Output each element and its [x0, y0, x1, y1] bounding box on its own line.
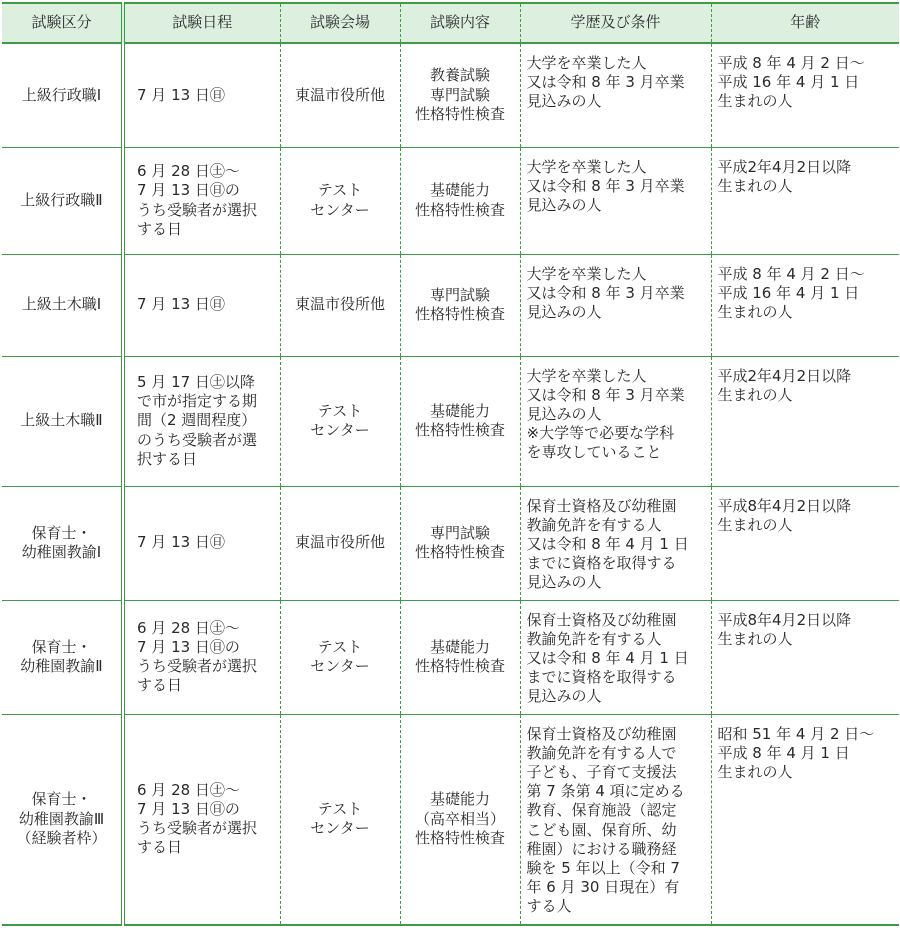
cell-line: テスト: [317, 637, 363, 656]
content-cell: [400, 356, 520, 486]
cell-line: （高卒相当）: [414, 809, 505, 828]
cell-line: 平成 16 年 4 月 1 日: [717, 283, 860, 302]
content-cell: [400, 147, 520, 254]
cell-line: 7 月 13 日㊐: [137, 85, 225, 104]
venue-cell: [280, 254, 400, 356]
cell-line: テスト: [317, 181, 363, 200]
table-row: [2, 43, 899, 147]
cell-line: 平成 8 年 4 月 2 日～: [717, 264, 865, 283]
schedule-cell: [123, 254, 280, 356]
cell-line: する日: [137, 219, 183, 238]
schedule-cell: [123, 486, 280, 600]
cell-line: 又は令和 8 年 3 月卒業: [526, 283, 685, 302]
cell-line: センター: [310, 819, 370, 838]
cell-line: 専門試験: [429, 285, 490, 304]
content-cell: [400, 486, 520, 600]
age-cell: [711, 43, 899, 147]
cell-line: 第 7 条第 4 項に定める: [526, 782, 685, 801]
schedule-cell: [123, 356, 280, 486]
cell-line: 専門試験: [429, 523, 490, 542]
cell-line: 生まれの人: [717, 629, 793, 648]
header-schedule: 試験日程: [123, 3, 280, 43]
cell-line: 見込みの人: [526, 687, 602, 706]
cell-line: センター: [310, 200, 370, 219]
cell-line: 大学を卒業した人: [526, 366, 647, 385]
cell-line: 幼稚園教諭Ⅲ: [18, 809, 105, 828]
conditions-cell: [520, 43, 711, 147]
conditions-cell: [520, 254, 711, 356]
cell-line: 保育士・: [31, 523, 92, 542]
cell-line: 性格特性検査: [414, 828, 505, 847]
cell-line: 昭和 51 年 4 月 2 日～: [717, 724, 875, 743]
header-conditions: 学歴及び条件: [520, 3, 711, 43]
category-cell: [2, 254, 123, 356]
cell-line: 上級行政職Ⅱ: [20, 190, 103, 209]
venue-cell: [280, 43, 400, 147]
cell-line: 性格特性検査: [414, 200, 505, 219]
cell-line: 生まれの人: [717, 385, 793, 404]
cell-line: 6 月 28 日㊏～: [137, 618, 240, 637]
cell-line: 7 月 13 日㊐: [137, 295, 225, 314]
schedule-cell: [123, 43, 280, 147]
header-row: [2, 3, 899, 43]
category-cell: [2, 147, 123, 254]
cell-line: 験を 5 年以上（令和 7: [526, 858, 680, 877]
age-cell: [711, 254, 899, 356]
cell-line: 7 月 13 日㊐: [137, 533, 225, 552]
cell-line: 性格特性検査: [414, 104, 505, 123]
cell-line: 東温市役所他: [294, 295, 385, 314]
cell-line: 5 月 17 日㊏以降: [137, 372, 255, 391]
cell-line: センター: [310, 657, 370, 675]
cell-line: 択する日: [137, 449, 198, 468]
cell-line: 平成2年4月2日以降: [717, 157, 852, 176]
venue-cell: [280, 714, 400, 925]
cell-line: 教諭免許を有する人: [526, 629, 662, 648]
schedule-cell: [123, 600, 280, 714]
table-row: [2, 254, 899, 356]
cell-line: 上級土木職Ⅰ: [21, 295, 102, 314]
venue-cell: [280, 600, 400, 714]
cell-line: 見込みの人: [526, 404, 602, 423]
cell-line: 性格特性検査: [414, 305, 505, 323]
cell-line: 教諭免許を有する人で: [526, 743, 677, 762]
table-row: [2, 486, 899, 600]
cell-line: 又は令和 8 年 3 月卒業: [526, 73, 685, 92]
venue-cell: [280, 147, 400, 254]
cell-line: する日: [137, 676, 183, 695]
cell-line: 幼稚園教諭Ⅱ: [20, 657, 103, 675]
cell-line: 又は令和 8 年 3 月卒業: [526, 385, 685, 404]
cell-line: 上級行政職Ⅰ: [21, 85, 102, 104]
table-row: [2, 600, 899, 714]
header-category: 試験区分: [2, 3, 123, 43]
cell-line: 子ども、子育て支援法: [526, 762, 677, 781]
age-cell: [711, 486, 899, 600]
cell-line: （経験者枠）: [16, 828, 107, 847]
age-cell: [711, 147, 899, 254]
table-body: [2, 43, 899, 925]
header-age: 年齢: [711, 3, 899, 43]
cell-line: 平成8年4月2日以降: [717, 496, 852, 515]
category-cell: [2, 714, 123, 925]
cell-line: センター: [310, 421, 370, 439]
cell-line: 間（2 週間程度）: [137, 411, 257, 430]
cell-line: 保育士資格及び幼稚園: [526, 724, 677, 743]
cell-line: 基礎能力: [429, 181, 490, 200]
cell-line: 大学を卒業した人: [526, 157, 647, 176]
cell-line: 基礎能力: [429, 790, 490, 809]
conditions-cell: [520, 356, 711, 486]
cell-line: 上級土木職Ⅱ: [20, 411, 103, 430]
cell-line: 東温市役所他: [294, 533, 385, 552]
cell-line: 平成8年4月2日以降: [717, 610, 852, 629]
cell-line: 大学を卒業した人: [526, 264, 647, 283]
header-venue: 試験会場: [280, 3, 400, 43]
cell-line: 性格特性検査: [414, 543, 505, 561]
table-row: [2, 714, 899, 925]
cell-line: うち受験者が選択: [137, 200, 258, 219]
cell-line: 生まれの人: [717, 176, 793, 195]
cell-line: 専門試験: [429, 85, 490, 104]
exam-schedule-table: [2, 2, 899, 926]
venue-cell: [280, 486, 400, 600]
cell-line: 稚園）における職務経: [526, 839, 677, 858]
cell-line: 見込みの人: [526, 302, 602, 321]
category-cell: [2, 600, 123, 714]
schedule-cell: [123, 714, 280, 925]
cell-line: 見込みの人: [526, 195, 602, 214]
cell-line: 生まれの人: [717, 92, 793, 111]
category-cell: [2, 43, 123, 147]
cell-line: 保育士資格及び幼稚園: [526, 496, 677, 515]
cell-line: 生まれの人: [717, 302, 793, 321]
cell-line: 又は令和 8 年 3 月卒業: [526, 176, 685, 195]
venue-cell: [280, 356, 400, 486]
cell-line: 幼稚園教諭Ⅰ: [21, 543, 102, 561]
age-cell: [711, 356, 899, 486]
cell-line: 大学を卒業した人: [526, 54, 647, 72]
cell-line: 6 月 28 日㊏～: [137, 780, 240, 799]
schedule-cell: [123, 147, 280, 254]
table-row: [2, 147, 899, 254]
cell-line: 又は令和 8 年 4 月 1 日: [526, 648, 689, 667]
cell-line: 生まれの人: [717, 762, 793, 781]
cell-line: 平成2年4月2日以降: [717, 366, 852, 385]
cell-line: 保育士資格及び幼稚園: [526, 610, 677, 629]
conditions-cell: [520, 147, 711, 254]
cell-line: 年 6 月 30 日現在）有: [526, 878, 680, 897]
cell-line: 平成 16 年 4 月 1 日: [717, 73, 860, 92]
cell-line: うち受験者が選択: [137, 657, 258, 675]
cell-line: 平成 8 年 4 月 2 日～: [717, 54, 865, 72]
table-header: [2, 3, 899, 43]
cell-line: のうち受験者が選: [137, 430, 258, 449]
cell-line: 保育士・: [31, 637, 92, 656]
cell-line: 性格特性検査: [414, 657, 505, 675]
age-cell: [711, 714, 899, 925]
cell-line: 教育、保育施設（認定: [526, 801, 677, 820]
cell-line: 性格特性検査: [414, 421, 505, 439]
cell-line: 6 月 28 日㊏～: [137, 162, 240, 181]
cell-line: を専攻していること: [526, 443, 662, 462]
content-cell: [400, 714, 520, 925]
cell-line: 又は令和 8 年 4 月 1 日: [526, 534, 689, 553]
age-cell: [711, 600, 899, 714]
cell-line: 保育士・: [31, 790, 92, 809]
cell-line: 東温市役所他: [294, 85, 385, 104]
cell-line: 7 月 13 日㊐の: [137, 637, 240, 656]
cell-line: 平成 8 年 4 月 1 日: [717, 743, 850, 762]
content-cell: [400, 43, 520, 147]
header-content: 試験内容: [400, 3, 520, 43]
cell-line: テスト: [317, 401, 363, 420]
conditions-cell: [520, 714, 711, 925]
cell-line: 生まれの人: [717, 515, 793, 534]
cell-line: 見込みの人: [526, 92, 602, 111]
content-cell: [400, 254, 520, 356]
cell-line: 7 月 13 日㊐の: [137, 181, 240, 200]
cell-line: 基礎能力: [429, 401, 490, 420]
conditions-cell: [520, 486, 711, 600]
cell-line: する日: [137, 838, 183, 857]
category-cell: [2, 356, 123, 486]
cell-line: ※大学等で必要な学科: [526, 424, 675, 443]
conditions-cell: [520, 600, 711, 714]
cell-line: 7 月 13 日㊐の: [137, 800, 240, 819]
cell-line: までに資格を取得する: [526, 554, 677, 573]
cell-line: までに資格を取得する: [526, 668, 677, 687]
content-cell: [400, 600, 520, 714]
category-cell: [2, 486, 123, 600]
table-row: [2, 356, 899, 486]
cell-line: 教諭免許を有する人: [526, 515, 662, 534]
cell-line: する人: [526, 897, 572, 916]
cell-line: で市が指定する期: [137, 392, 258, 411]
cell-line: こども園、保育所、幼: [526, 820, 677, 839]
cell-line: 教養試験: [429, 66, 490, 85]
cell-line: テスト: [317, 800, 363, 819]
cell-line: 見込みの人: [526, 573, 602, 592]
cell-line: うち受験者が選択: [137, 819, 258, 838]
cell-line: 基礎能力: [429, 637, 490, 656]
